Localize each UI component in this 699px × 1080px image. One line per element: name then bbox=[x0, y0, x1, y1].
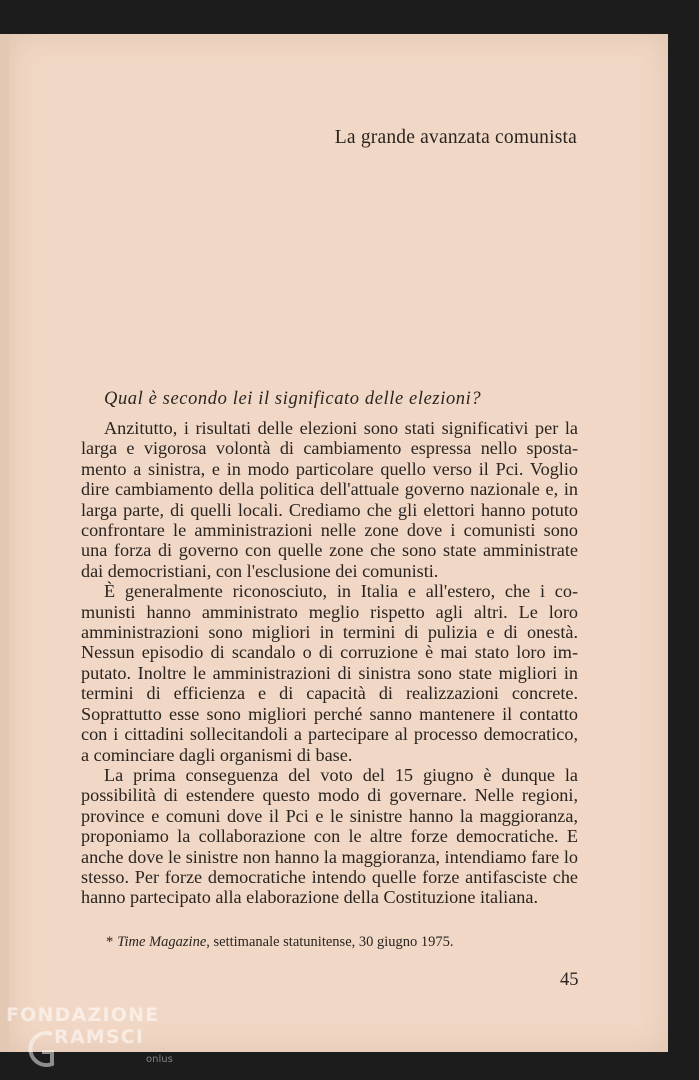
footnote-text: , settimanale statunitense, 30 giugno 1975. bbox=[206, 934, 454, 950]
watermark-line1: FONDAZIONE bbox=[6, 1004, 160, 1026]
footnote-mark: * bbox=[106, 934, 114, 950]
fondazione-gramsci-watermark bbox=[6, 1002, 186, 1077]
watermark-line2: RAMSCI bbox=[54, 1026, 145, 1048]
running-head: La grande avanzata comunista bbox=[334, 127, 577, 148]
interview-question: Qual è secondo lei il significato delle elezioni? bbox=[104, 389, 482, 409]
paragraph-2: È generalmente riconosciuto, in Italia e all'estero, che i comunisti hanno amministrato meglio rispetto agli altri. Le loro amministrazioni sono migliori in termini di pulizia e di onestà. Nessun episodio di scandalo o di corruzione è mai stato loro imputato. Inoltre le amministrazioni di sinistra sono state migliori in termini di efficienza e di capacità di realizzazioni concrete. Soprattutto esse sono migliori perché sanno mantenere il contatto con i cittadini sollecitandoli a partecipare al processo democratico, a cominciare dagli organismi di base. bbox=[81, 581, 578, 765]
book-page bbox=[9, 34, 668, 1052]
paragraph-3: La prima conseguenza del voto del 15 giugno è dunque la possibilità di estendere questo modo di governare. Nelle regioni, province e comuni dove il Pci e le sinistre hanno la maggioranza, proponiamo la collaborazione con le altre forze democratiche. E anche dove le sinistre non hanno la maggioranza, intendiamo fare lo stesso. Per forze democratiche intendo quelle forze antifasciste che hanno partecipato alla elaborazione della Costituzione italiana. bbox=[81, 764, 578, 908]
watermark-line3: onlus bbox=[146, 1054, 173, 1065]
body-text bbox=[81, 418, 578, 908]
paragraph-1: Anzitutto, i risultati delle elezioni sono stati significativi per la larga e vigorosa volontà di cambiamento espressa nello spostamento a sinistra, e in modo particolare quello verso il Pci. Voglio dire cambiamento della politica dell'attuale governo nazionale e, in larga parte, di quelli locali. Crediamo che gli elettori hanno potuto confrontare le amministrazioni nelle zone dove i comunisti sono una forza di governo con quelle zone che sono state amministrate dai democristiani, con l'esclusione dei comunisti. bbox=[81, 418, 578, 581]
footnote bbox=[106, 934, 454, 951]
page-number: 45 bbox=[560, 970, 579, 990]
footnote-publication: Time Magazine bbox=[117, 934, 207, 950]
